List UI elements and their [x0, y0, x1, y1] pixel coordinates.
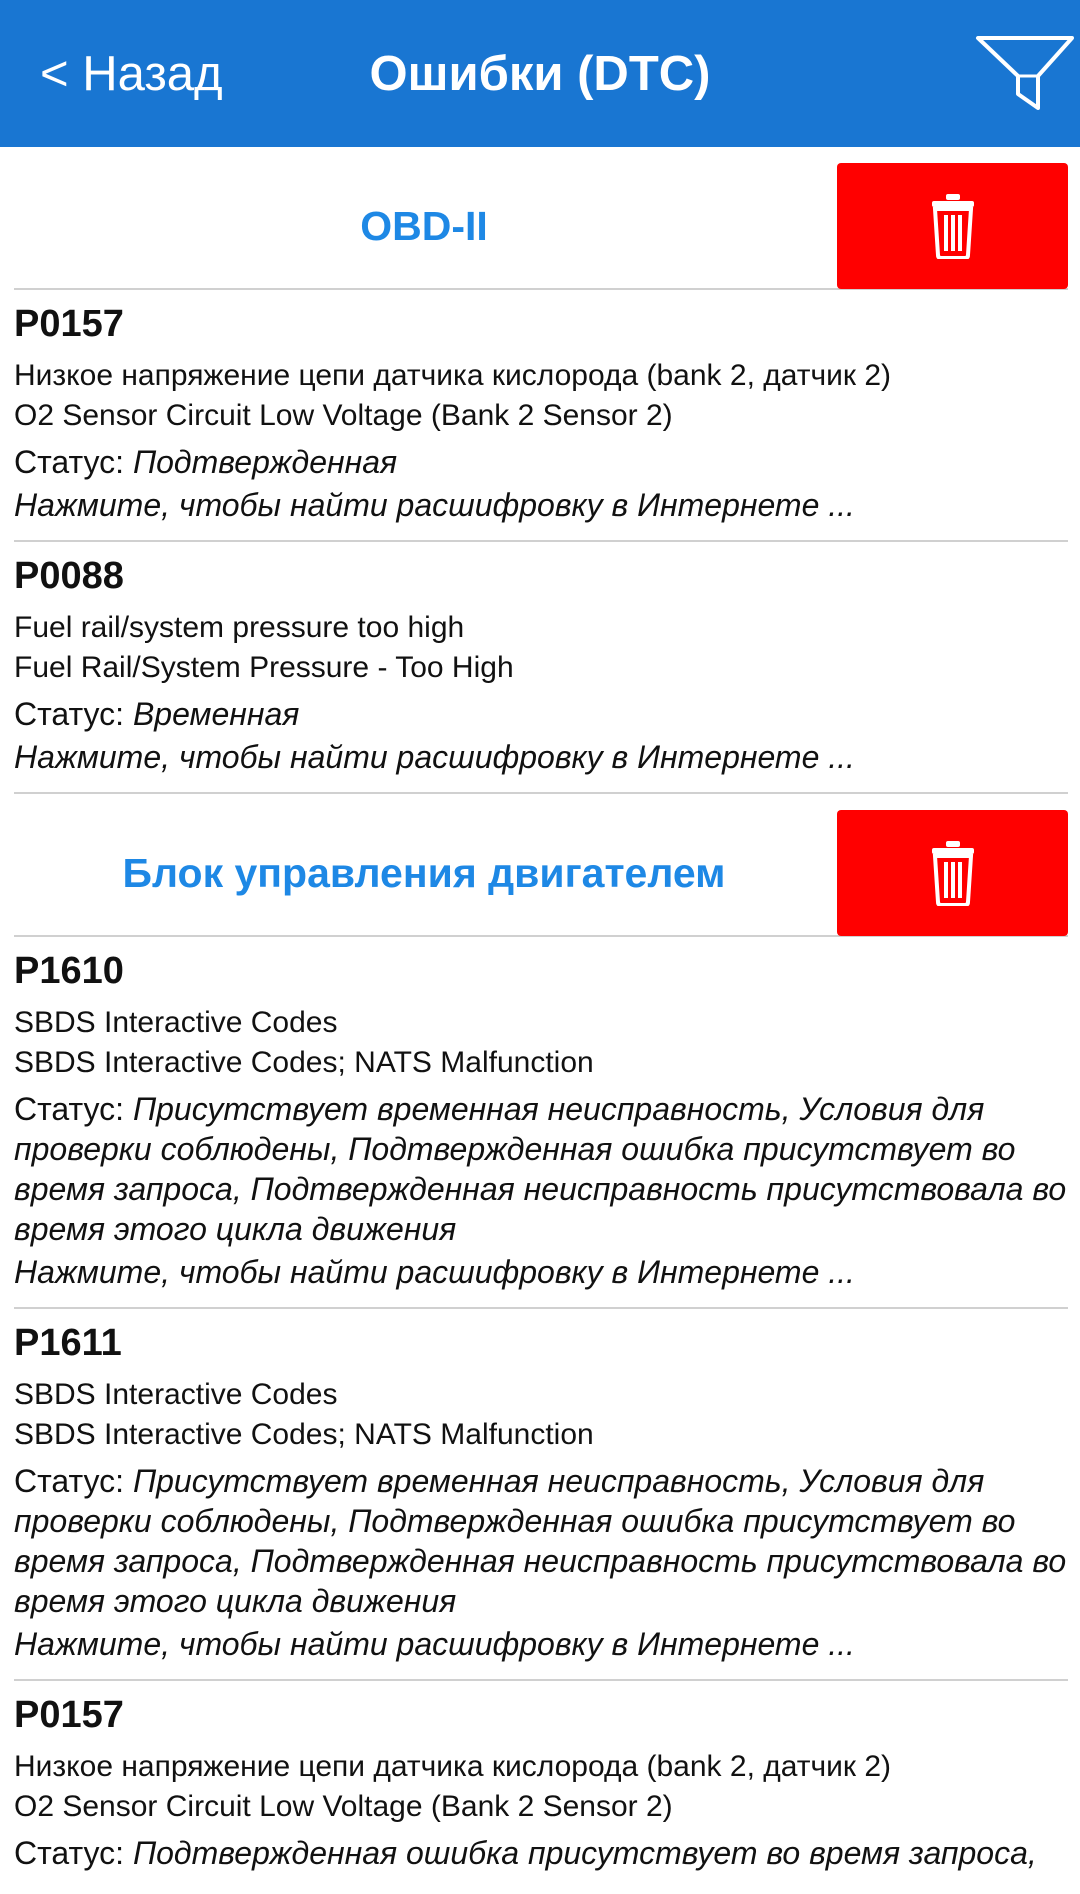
- dtc-code: P1610: [14, 950, 124, 992]
- status-value: Присутствует временная неисправность, Условия для проверки соблюдены, Подтвержденная ошибка присутствует во время запроса, Подтвержденная неисправность присутствовала во время этого цикла движения: [14, 1091, 1067, 1247]
- dtc-item[interactable]: [14, 290, 1068, 542]
- section-title: OBD-II: [360, 202, 488, 249]
- delete-button[interactable]: [837, 163, 1068, 289]
- status-label: Статус:: [14, 1463, 133, 1499]
- search-online-link[interactable]: Нажмите, чтобы найти расшифровку в Интернете ...: [14, 1254, 855, 1290]
- dtc-item[interactable]: [14, 1309, 1068, 1681]
- search-online-link[interactable]: Нажмите, чтобы найти расшифровку в Интернете ...: [14, 739, 855, 775]
- dtc-status: [14, 1833, 1068, 1873]
- status-label: Статус:: [14, 1835, 133, 1871]
- dtc-item[interactable]: [14, 1681, 1068, 1885]
- dtc-description-en: O2 Sensor Circuit Low Voltage (Bank 2 Sensor 2): [14, 399, 673, 432]
- dtc-description-ru: SBDS Interactive Codes: [14, 1006, 338, 1039]
- dtc-description-en: SBDS Interactive Codes; NATS Malfunction: [14, 1046, 594, 1079]
- dtc-code: P0157: [14, 303, 124, 345]
- dtc-code: P1611: [14, 1322, 122, 1364]
- dtc-description-en: Fuel Rail/System Pressure - Too High: [14, 651, 514, 684]
- app-header: [0, 0, 1080, 147]
- section-header: [14, 147, 1068, 290]
- filter-funnel-icon[interactable]: [970, 30, 1080, 120]
- back-button[interactable]: < Назад: [40, 46, 223, 101]
- dtc-code: P0088: [14, 555, 124, 597]
- dtc-status: [14, 1461, 1068, 1621]
- trash-icon: [930, 193, 976, 259]
- section-title: Блок управления двигателем: [122, 849, 726, 896]
- delete-button[interactable]: [837, 810, 1068, 936]
- dtc-description-ru: Fuel rail/system pressure too high: [14, 611, 465, 644]
- dtc-description-ru: Низкое напряжение цепи датчика кислорода (bank 2, датчик 2): [14, 359, 892, 392]
- dtc-status: [14, 442, 1068, 482]
- status-label: Статус:: [14, 1091, 133, 1127]
- dtc-status: [14, 1089, 1068, 1249]
- dtc-item[interactable]: [14, 937, 1068, 1309]
- dtc-status: [14, 694, 1068, 734]
- status-value: Подтвержденная ошибка присутствует во время запроса,: [132, 1835, 1037, 1871]
- dtc-description-ru: Низкое напряжение цепи датчика кислорода (bank 2, датчик 2): [14, 1750, 892, 1783]
- search-online-link[interactable]: Нажмите, чтобы найти расшифровку в Интернете ...: [14, 487, 855, 523]
- status-label: Статус:: [14, 444, 133, 480]
- dtc-description-en: SBDS Interactive Codes; NATS Malfunction: [14, 1418, 594, 1451]
- dtc-code: P0157: [14, 1694, 124, 1736]
- status-value: Подтвержденная: [132, 444, 398, 480]
- dtc-description-en: O2 Sensor Circuit Low Voltage (Bank 2 Sensor 2): [14, 1790, 673, 1823]
- search-online-link[interactable]: Нажмите, чтобы найти расшифровку в Интернете ...: [14, 1626, 855, 1662]
- dtc-list: [14, 147, 1068, 1885]
- trash-icon: [930, 840, 976, 906]
- page-title: Ошибки (DTC): [369, 46, 711, 101]
- section-header: [14, 794, 1068, 937]
- dtc-description-ru: SBDS Interactive Codes: [14, 1378, 338, 1411]
- status-label: Статус:: [14, 696, 133, 732]
- status-value: Временная: [132, 696, 300, 732]
- status-value: Присутствует временная неисправность, Условия для проверки соблюдены, Подтвержденная ошибка присутствует во время запроса, Подтвержденная неисправность присутствовала во время этого цикла движения: [14, 1463, 1067, 1619]
- dtc-item[interactable]: [14, 542, 1068, 794]
